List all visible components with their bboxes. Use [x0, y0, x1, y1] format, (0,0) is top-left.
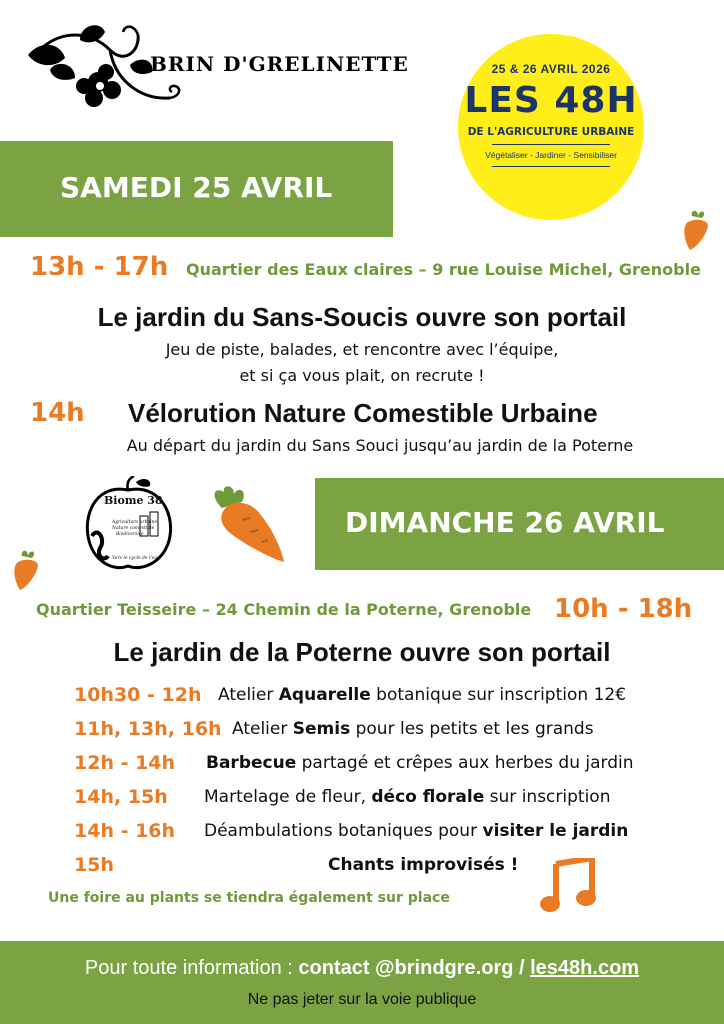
- saturday-time: 13h - 17h: [30, 252, 169, 282]
- schedule-row-time: 14h - 16h: [74, 820, 176, 842]
- saturday-title: Le jardin du Sans-Soucis ouvre son portail: [97, 302, 627, 332]
- schedule-row-text: Atelier Semis pour les petits et les grands: [232, 719, 594, 739]
- biome-title: Biome 38: [104, 494, 163, 507]
- biome-line3: Biodiversité: [116, 532, 144, 537]
- schedule-row-text: Chants improvisés !: [328, 855, 519, 875]
- footer-notice: Ne pas jeter sur la voie publique: [247, 991, 477, 1008]
- velo-time: 14h: [30, 398, 85, 428]
- contact-link[interactable]: contact @brindgre.org: [298, 957, 514, 979]
- event-subtitle: DE L'AGRICULTURE URBAINE: [467, 126, 635, 138]
- saturday-banner: [0, 141, 393, 237]
- sunday-title: Le jardin de la Poterne ouvre son portail: [113, 637, 611, 667]
- event-tagline: Végétaliser - Jardiner - Sensibiliser: [485, 150, 617, 160]
- saturday-location: Quartier des Eaux claires – 9 rue Louise Michel, Grenoble: [186, 260, 701, 279]
- saturday-desc-line2: et si ça vous plait, on recrute !: [239, 366, 485, 385]
- schedule-row-time: 12h - 14h: [74, 752, 176, 774]
- velo-title: Vélorution Nature Comestible Urbaine: [128, 398, 598, 428]
- schedule-row-text: Atelier Aquarelle botanique sur inscription 12€: [218, 685, 627, 705]
- schedule-row-time: 11h, 13h, 16h: [74, 718, 222, 740]
- schedule-row-time: 14h, 15h: [74, 786, 168, 808]
- schedule-row-time: 10h30 - 12h: [74, 684, 202, 706]
- footer: [0, 941, 724, 1024]
- biome-logo: [78, 476, 178, 576]
- sunday-time: 10h - 18h: [554, 594, 693, 624]
- event-date: 25 & 26 AVRIL 2026: [491, 62, 611, 76]
- music-note-icon: [540, 858, 598, 914]
- event-title: LES 48H: [464, 80, 638, 121]
- event-divider-top: [492, 144, 610, 145]
- biome-line4: Vers le cycle de l'eau: [112, 556, 160, 561]
- schedule-row-text: Martelage de fleur, déco florale sur inscription: [204, 787, 611, 807]
- logo-text: BRIN D'GRELINETTE: [150, 52, 409, 76]
- site-link[interactable]: les48h.com: [530, 957, 640, 979]
- event-badge: [458, 34, 644, 220]
- biome-line2: Nature comestible: [112, 526, 155, 531]
- sunday-banner-label: DIMANCHE 26 AVRIL: [345, 506, 665, 539]
- saturday-banner-label: SAMEDI 25 AVRIL: [60, 171, 333, 204]
- saturday-desc-line1: Jeu de piste, balades, et rencontre avec l’équipe,: [165, 340, 559, 359]
- biome-line1: Agriculture urbaine: [112, 520, 158, 525]
- event-divider-bottom: [492, 166, 610, 167]
- sunday-banner: [315, 478, 724, 570]
- footer-info: Pour toute information : contact @brindgre.org / les48h.com: [84, 957, 640, 979]
- carrot-small-left-icon: [8, 548, 48, 594]
- schedule-row-text: Barbecue partagé et crêpes aux herbes du jardin: [206, 753, 634, 773]
- carrot-small-icon: [678, 208, 718, 254]
- sunday-location: Quartier Teisseire – 24 Chemin de la Poterne, Grenoble: [36, 600, 532, 619]
- plant-fair-note: Une foire au plants se tiendra également sur place: [48, 890, 450, 906]
- carrot-large-icon: [204, 484, 288, 566]
- velo-desc: Au départ du jardin du Sans Souci jusqu’au jardin de la Poterne: [126, 436, 634, 455]
- schedule-row-text: Déambulations botaniques pour visiter le jardin: [204, 821, 629, 841]
- schedule-row-time: 15h: [74, 854, 114, 876]
